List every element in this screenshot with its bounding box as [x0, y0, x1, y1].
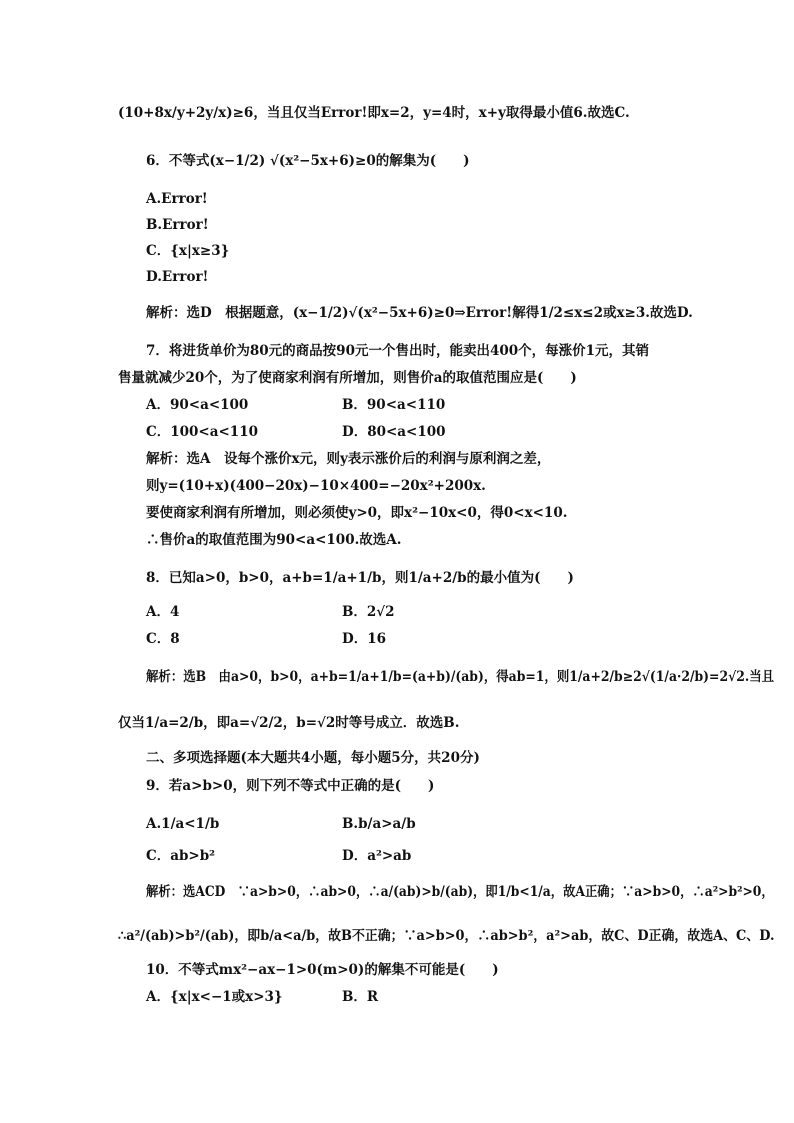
q10-option-a: A．{x|x<−1或x>3} — [146, 989, 283, 1005]
q9-option-a: A.1/a<1/b — [146, 816, 220, 832]
question-8: 8．已知a>0，b>0，a+b=1/a+1/b，则1/a+2/b的最小值为( ) — [146, 570, 574, 586]
solution-7-line3: 要使商家利润有所增加，则必须使y>0，即x²−10x<0，得0<x<10. — [146, 505, 568, 521]
q7-option-a: A．90<a<100 — [146, 397, 249, 413]
solution-8-line1: 解析：选B 由a>0，b>0，a+b=1/a+1/b=(a+b)/(ab)，得ab=1，则1/a+2/b≥2√(1/a·2/b)=2√2.当且 — [146, 669, 775, 685]
solution-5-continued: (10+8x/y+2y/x)≥6，当且仅当Error!即x=2，y=4时，x+y取得最小值6.故选C. — [118, 105, 630, 121]
section-2-heading: 二、多项选择题(本大题共4小题，每小题5分，共20分) — [146, 750, 480, 766]
q8-option-b: B．2√2 — [342, 604, 395, 620]
solution-6: 解析：选D 根据题意，(x−1/2)√(x²−5x+6)≥0⇒Error!解得1/2≤x≤2或x≥3.故选D. — [146, 305, 693, 321]
question-10: 10．不等式mx²−ax−1>0(m>0)的解集不可能是( ) — [146, 962, 499, 978]
q6-option-d: D.Error! — [146, 269, 209, 285]
question-9: 9．若a>b>0，则下列不等式中正确的是( ) — [146, 778, 435, 794]
q8-option-d: D．16 — [342, 631, 386, 647]
q6-option-a: A.Error! — [146, 191, 208, 207]
q7-option-d: D．80<a<100 — [342, 424, 446, 440]
solution-8-line2: 仅当1/a=2/b，即a=√2/2，b=√2时等号成立．故选B. — [118, 715, 460, 731]
q7-option-b: B．90<a<110 — [342, 397, 446, 413]
solution-7-line2: 则y=(10+x)(400−20x)−10×400=−20x²+200x. — [146, 478, 486, 494]
q8-option-a: A．4 — [146, 604, 180, 620]
q10-option-b: B．R — [342, 989, 379, 1005]
question-6: 6．不等式(x−1/2) √(x²−5x+6)≥0的解集为( ) — [146, 153, 470, 169]
q7-option-c: C．100<a<110 — [146, 424, 258, 440]
q6-option-b: B.Error! — [146, 217, 209, 233]
solution-7-line1: 解析：选A 设每个涨价x元，则y表示涨价后的利润与原利润之差， — [146, 451, 551, 467]
q9-option-d: D．a²>ab — [342, 848, 412, 864]
solution-9-line1: 解析：选ACD ∵a>b>0，∴ab>0，∴a/(ab)>b/(ab)，即1/b<1/a，故A正确；∵a>b>0，∴a²>b²>0， — [146, 884, 774, 900]
q9-option-c: C．ab>b² — [146, 848, 216, 864]
solution-7-line4: ∴售价a的取值范围为90<a<100.故选A. — [146, 532, 402, 548]
q6-option-c: C．{x|x≥3} — [146, 243, 230, 259]
q9-option-b: B.b/a>a/b — [342, 816, 416, 832]
question-7-line2: 售量就减少20个，为了使商家利润有所增加，则售价a的取值范围应是( ) — [118, 370, 577, 386]
solution-9-line2: ∴a²/(ab)>b²/(ab)，即b/a<a/b，故B不正确；∵a>b>0，∴ab>b²，a²>ab，故C、D正确，故选A、C、D. — [118, 928, 775, 944]
q8-option-c: C．8 — [146, 631, 180, 647]
question-7-line1: 7．将进货单价为80元的商品按90元一个售出时，能卖出400个，每涨价1元，其销 — [146, 343, 650, 359]
